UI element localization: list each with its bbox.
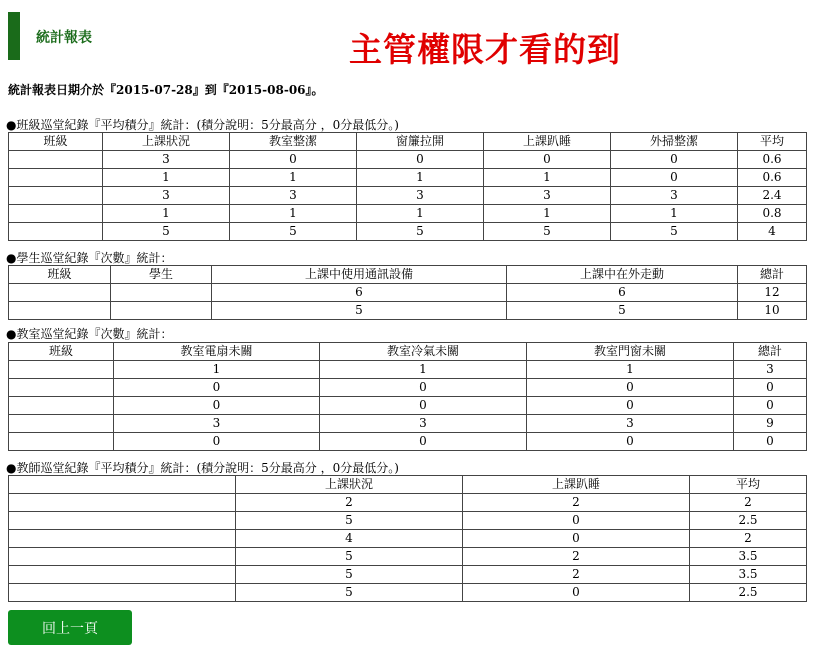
column-header: 班級 [9,266,111,284]
table-row [9,566,807,584]
table-cell: 0.8 [738,205,807,223]
table-cell: 0 [114,379,320,397]
table-row [9,433,807,451]
table-row [9,397,807,415]
table-cell: 2 [690,494,807,512]
table-cell: 0 [320,397,527,415]
table-cell: 5 [236,584,463,602]
table-cell: 5 [484,223,611,241]
table-cell [9,530,236,548]
table-cell: 2.5 [690,584,807,602]
table-cell: 0 [611,169,738,187]
table-cell: 4 [738,223,807,241]
table-cell [9,302,111,320]
column-header: 教室電扇未關 [114,343,320,361]
table-cell: 0 [320,433,527,451]
table-cell: 6 [212,284,507,302]
column-header: 上課趴睡 [484,133,611,151]
table-row [9,584,807,602]
table-cell: 6 [507,284,738,302]
table-header-row [9,343,807,361]
table-header-row [9,266,807,284]
table-row [9,302,807,320]
table-cell: 3 [357,187,484,205]
table-cell: 5 [507,302,738,320]
table-cell [9,494,236,512]
table-cell [9,584,236,602]
date-range-text: 統計報表日期介於『2015-07-28』到『2015-08-06』。 [8,83,324,97]
table-row [9,187,807,205]
table-cell: 0 [114,433,320,451]
table-cell: 2 [236,494,463,512]
class-patrol-caption: ●班級巡堂紀錄『平均積分』統計：(積分說明：5分最高分 ，0分最低分。) [6,118,399,132]
table-row [9,361,807,379]
table-cell: 0.6 [738,169,807,187]
classroom-patrol-table [8,342,807,451]
table-row [9,151,807,169]
table-cell: 5 [236,512,463,530]
table-cell [9,284,111,302]
column-header: 外掃整潔 [611,133,738,151]
table-cell: 5 [212,302,507,320]
table-cell: 0 [320,379,527,397]
table-header-row [9,133,807,151]
table-cell: 5 [236,566,463,584]
table-cell: 3 [320,415,527,433]
column-header: 上課狀況 [103,133,230,151]
table-cell: 3 [114,415,320,433]
table-cell: 1 [357,169,484,187]
column-header: 上課趴睡 [463,476,690,494]
column-header [9,476,236,494]
table-cell: 2 [690,530,807,548]
table-cell: 2.5 [690,512,807,530]
column-header: 學生 [111,266,212,284]
table-cell: 1 [103,205,230,223]
table-cell [9,361,114,379]
table-cell: 0 [611,151,738,169]
table-row [9,530,807,548]
table-cell: 1 [611,205,738,223]
column-header: 班級 [9,343,114,361]
table-cell: 0 [357,151,484,169]
table-cell: 0 [463,584,690,602]
table-cell: 4 [236,530,463,548]
table-cell: 3 [484,187,611,205]
table-row [9,284,807,302]
table-cell [9,205,103,223]
table-cell: 3.5 [690,566,807,584]
table-row [9,415,807,433]
table-cell: 0 [230,151,357,169]
table-cell: 0 [734,379,807,397]
table-cell [9,566,236,584]
column-header: 平均 [690,476,807,494]
table-cell: 2 [463,494,690,512]
table-cell: 1 [484,169,611,187]
permission-notice: 主管權限才看的到 [349,30,621,69]
table-cell: 3.5 [690,548,807,566]
student-patrol-caption: ●學生巡堂紀錄『次數』統計： [6,251,173,265]
table-cell: 0 [527,433,734,451]
table-cell: 1 [114,361,320,379]
page-title: 統計報表 [36,30,92,46]
title-accent-bar [8,12,20,60]
table-cell [9,379,114,397]
table-row [9,205,807,223]
table-cell [9,548,236,566]
column-header: 總計 [738,266,807,284]
column-header: 班級 [9,133,103,151]
table-header-row [9,476,807,494]
table-cell: 0 [734,397,807,415]
column-header: 教室門窗未關 [527,343,734,361]
table-cell: 3 [103,187,230,205]
table-cell: 10 [738,302,807,320]
table-cell [9,415,114,433]
table-cell: 1 [103,169,230,187]
table-cell: 3 [527,415,734,433]
table-cell: 0 [463,512,690,530]
student-patrol-table [8,265,807,320]
table-cell [9,397,114,415]
table-cell: 5 [611,223,738,241]
table-cell: 0 [734,433,807,451]
table-cell [9,151,103,169]
column-header: 上課中在外走動 [507,266,738,284]
table-cell [111,302,212,320]
table-cell: 0 [527,397,734,415]
teacher-patrol-caption: ●教師巡堂紀錄『平均積分』統計：(積分說明：5分最高分 ，0分最低分。) [6,461,399,475]
table-cell: 0 [463,530,690,548]
column-header: 教室冷氣未關 [320,343,527,361]
table-cell: 2 [463,566,690,584]
column-header: 平均 [738,133,807,151]
back-button[interactable]: 回上一頁 [8,610,132,645]
table-cell: 1 [230,205,357,223]
table-cell: 5 [103,223,230,241]
table-cell [9,512,236,530]
table-cell: 3 [611,187,738,205]
column-header: 窗簾拉開 [357,133,484,151]
table-cell: 2 [463,548,690,566]
table-row [9,494,807,512]
table-row [9,169,807,187]
column-header: 上課中使用通訊設備 [212,266,507,284]
table-cell: 3 [230,187,357,205]
table-cell: 1 [357,205,484,223]
classroom-patrol-caption: ●教室巡堂紀錄『次數』統計： [6,327,173,341]
table-cell: 0 [527,379,734,397]
table-cell: 1 [527,361,734,379]
table-cell [9,187,103,205]
teacher-patrol-table [8,475,807,602]
table-cell [9,169,103,187]
table-cell: 1 [484,205,611,223]
table-cell: 5 [230,223,357,241]
table-cell: 9 [734,415,807,433]
table-cell: 3 [103,151,230,169]
table-cell: 1 [230,169,357,187]
table-row [9,548,807,566]
table-row [9,223,807,241]
column-header: 上課狀況 [236,476,463,494]
table-cell [9,433,114,451]
table-cell: 0 [114,397,320,415]
table-cell: 2.4 [738,187,807,205]
table-cell: 12 [738,284,807,302]
table-cell: 0 [484,151,611,169]
column-header: 總計 [734,343,807,361]
table-cell: 0.6 [738,151,807,169]
table-cell: 5 [236,548,463,566]
table-row [9,379,807,397]
table-row [9,512,807,530]
table-cell: 5 [357,223,484,241]
class-patrol-table [8,132,807,241]
table-cell: 1 [320,361,527,379]
table-cell [9,223,103,241]
table-cell [111,284,212,302]
column-header: 教室整潔 [230,133,357,151]
table-cell: 3 [734,361,807,379]
